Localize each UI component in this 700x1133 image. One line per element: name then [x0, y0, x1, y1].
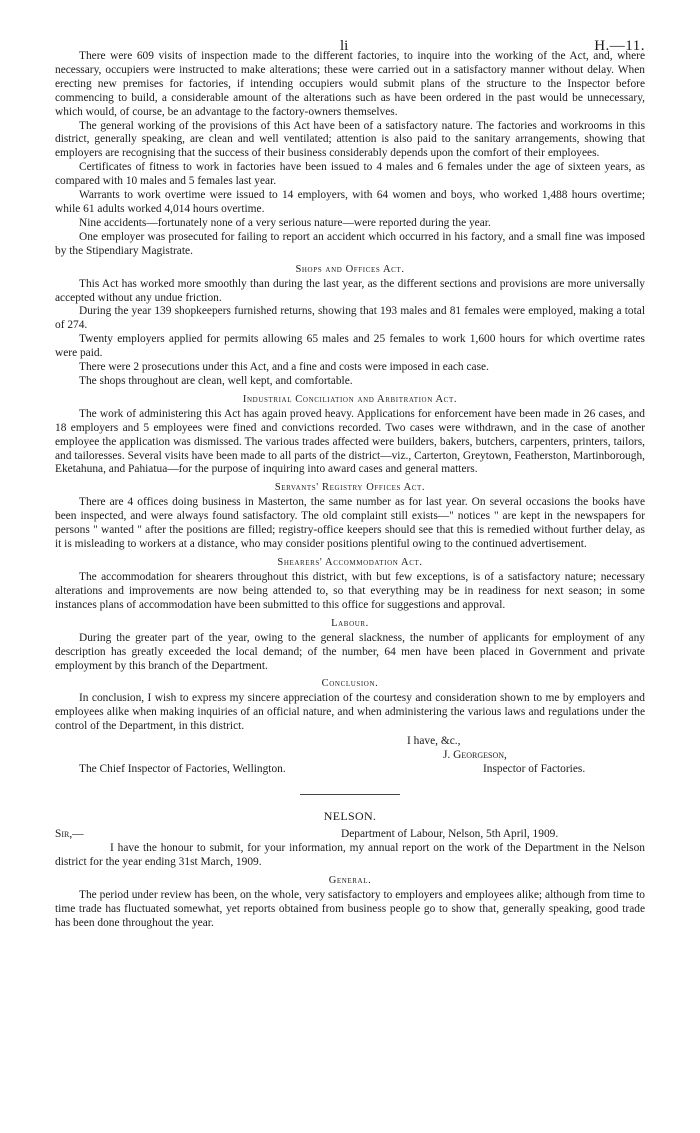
section-heading: Shearers' Accommodation Act.	[277, 557, 423, 568]
document-page	[55, 0, 645, 931]
paragraph: The work of administering this Act has again proved heavy. Applications for enforcement have been made in 26 cases, and 18 employers and 5 employees were fined and convictions recorded. Two cases were withdrawn, and in the case of another employee the application was dismissed. The various trades affected were builders, bakers, butchers, carpenters, printers, tailors, and tailoresses. Several visits have been made to all parts of the district—viz., Carterton, Greytown, Featherston, Martinborough, Eketahuna, and Pahiatua—for the purpose of inquiring into award cases and general matters.	[55, 407, 645, 476]
page-header	[55, 0, 645, 54]
shops-section	[55, 264, 645, 389]
salutation: Sir,—	[55, 828, 84, 841]
paragraph: I have the honour to submit, for your information, my annual report on the work of the Department in the Nelson district for the year ending 31st March, 1909.	[55, 842, 645, 869]
paragraph: One employer was prosecuted for failing to report an accident which occurred in his factory, and a small fine was imposed by the Stipendiary Magistrate.	[55, 230, 645, 257]
letter-address: Department of Labour, Nelson, 5th April, 1909.	[341, 828, 559, 841]
conclusion-section	[55, 678, 645, 734]
paragraph: There were 2 prosecutions under this Act, and a fine and costs were imposed in each case.	[79, 361, 489, 374]
signatory-name: J. Georgeson,	[443, 749, 507, 762]
paragraph: The shops throughout are clean, well kept, and comfortable.	[79, 374, 353, 387]
signature-block	[55, 734, 645, 776]
paragraph: The period under review has been, on the whole, very satisfactory to employers and employees alike; although from time to time trade has fluctuated somewhat, yet reports obtained from business people go to show that, generally speaking, good trade has been done throughout the year.	[55, 888, 645, 929]
labour-section	[55, 618, 645, 674]
section-heading: Shops and Offices Act.	[295, 263, 405, 275]
paragraph: There were 609 visits of inspection made to the different factories, to inquire into the working of the Act, and, where necessary, occupiers were instructed to make alterations; these were carried out in a satisfactory manner without delay. When erecting new premises for factories, if intending occupiers would submit plans of the structure to the Inspector before commencing to build, a considerable amount of the alterations such as have been ordered in the past would be unnecessary, which would, of course, be an advantage to the factory-owners themselves.	[55, 50, 645, 118]
paragraph: In conclusion, I wish to express my sincere appreciation of the courtesy and consideration shown to me by employers and employees alike when making inquiries of an official nature, and when administering the various laws and regulations under the control of the Department, in this district.	[55, 692, 645, 733]
nelson-section	[55, 809, 645, 931]
addressee: The Chief Inspector of Factories, Wellington.	[79, 763, 286, 776]
paragraph: The accommodation for shearers throughout this district, with but few exceptions, is of a satisfactory nature; necessary alterations and improvements are now being attended to, so that everything may be in readiness for next season; in some instances plans of accommodation have been submitted to this office for suggestions and approval.	[55, 571, 645, 611]
paragraph: This Act has worked more smoothly than during the last year, as the different sections and provisions are more universally accepted without any undue friction.	[55, 277, 645, 304]
section-heading: Labour.	[331, 617, 369, 629]
paragraph: Warrants to work overtime were issued to 14 employers, with 64 women and boys, who worked 1,488 hours overtime; while 61 adults worked 4,014 hours overtime.	[55, 189, 645, 215]
district-heading: NELSON.	[323, 809, 377, 824]
registry-section	[55, 482, 645, 552]
section-heading: Industrial Conciliation and Arbitration Act.	[242, 393, 458, 405]
section-divider	[300, 794, 400, 795]
closing: I have, &c.,	[407, 735, 461, 748]
paragraph: The general working of the provisions of this Act have been of a satisfactory nature. The factories and workrooms in this district, generally speaking, are clean and well ventilated; attention is also paid to the sanitary arrangements, showing that employers are recognising that the success of their business considerably depends upon the comfort of their employees.	[55, 119, 645, 160]
paragraph: During the year 139 shopkeepers furnished returns, showing that 193 males and 81 females were employed, making a total of 274.	[55, 305, 645, 332]
section-heading: General.	[328, 874, 372, 886]
paragraph: During the greater part of the year, owing to the general slackness, the number of applicants for employment of any description has greatly exceeded the local demand; of the number, 64 men have been placed in Government and private employment by this branch of the Department.	[55, 631, 645, 672]
paragraph: There are 4 offices doing business in Masterton, the same number as for last year. On several occasions the books have been inspected, and were always found satisfactory. The old complaint still exists—" notices " are kept in the newspapers for persons " wanted " after the positions are filled; registry-office keepers should see that this is remedied without further delay, as it is misleading to workers at a distance, who may consider positions plentiful owing to the continued advertisement.	[55, 496, 645, 551]
paragraph: Certificates of fitness to work in factories have been issued to 4 males and 6 females under the age of sixteen years, as compared with 10 males and 5 females last year.	[55, 161, 645, 188]
document-reference: H.—11.	[594, 38, 645, 54]
signatory-title: Inspector of Factories.	[483, 763, 586, 776]
section-heading: Conclusion.	[321, 678, 379, 690]
section-heading: Servants' Registry Offices Act.	[274, 482, 426, 494]
arbitration-section	[55, 394, 645, 478]
shearers-section	[55, 557, 645, 613]
paragraph: Twenty employers applied for permits allowing 65 males and 25 females to work 1,600 hours for which overtime rates were paid.	[55, 333, 645, 360]
paragraph: Nine accidents—fortunately none of a very serious nature—were reported during the year.	[79, 216, 491, 229]
page-number: li	[340, 38, 349, 54]
factories-section	[55, 50, 645, 259]
